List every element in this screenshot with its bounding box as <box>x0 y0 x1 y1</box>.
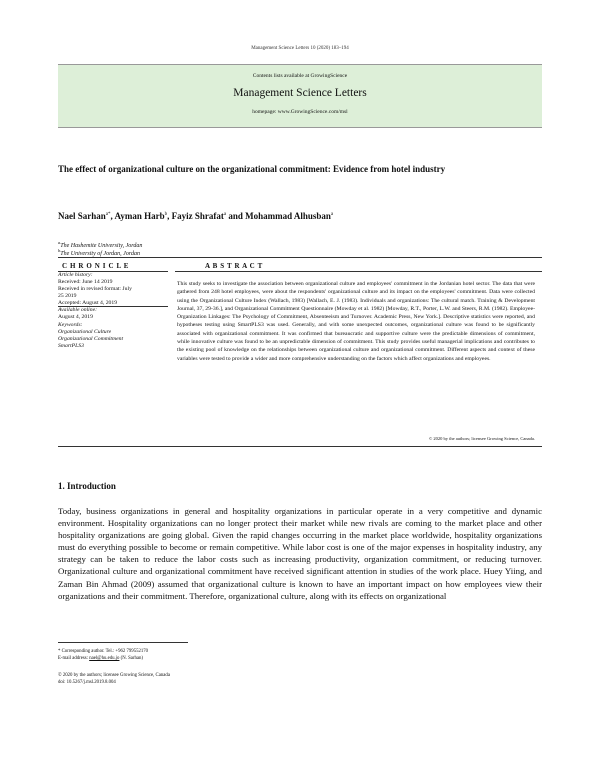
author-name: Nael Sarhan <box>58 211 106 221</box>
running-head: Management Science Letters 10 (2020) 183–194 <box>251 46 349 51</box>
article-title: The effect of organizational culture on the organizational commitment: Evidence from hotel industry <box>58 164 446 174</box>
journal-header-box <box>58 64 542 128</box>
author-sup: a <box>223 212 227 217</box>
keyword: Organizational Commitment <box>58 336 124 342</box>
abstract-heading: A B S T R A C T <box>205 262 263 270</box>
divider <box>58 446 542 447</box>
section-heading: 1. Introduction <box>58 481 116 491</box>
affiliation: $^b$The University of Jordan, Jordan <box>58 248 140 257</box>
footnote-divider <box>58 642 188 643</box>
chronicle-heading: C H R O N I C L E <box>62 262 129 270</box>
divider <box>58 257 542 258</box>
intro-body: Today, business organizations in general and hospitality organizations in particular operate in a very competitive and dynamic environment. Hospitality organizations can no longer protect their market while new rivals are coming to the market place and other hospitality organizations are going global. Given the rapid changes occurring in the market place worldwide, hospitality organizations must do everything possible to become or remain competitive. While labor cost is one of the major expenses in hospitality industry, any strategy can be taken to reduce the labor costs such as increasing productivity, organization commitment, or reducing turnover. Organizational culture and organizational commitment have received significant attention in studies of the work place. Huey Yiing, and Zaman Bin Ahmad (2009) assumed that organizational culture is known to have an important impact on how employees view their organizations and their commitment. Therefore, organizational culture, along with its effects on organizational <box>58 506 542 601</box>
footnote: * Corresponding author. Tel.: +962 799552170 E-mail address: nael@hu.edu.jo (N. Sarhan) <box>58 649 149 661</box>
doi[interactable]: doi: 10.5267/j.msl.2019.8.004 <box>58 679 116 685</box>
article-history: Article history: Received: June 14 2019 Received in revised format: July 25 2019 Accepted: August 4, 2019 Available online: August 4, 2019 Keywords: Organizational Culture Organizational Commitment SmartPLS3 <box>58 272 165 350</box>
keywords-label: Keywords: <box>58 322 83 328</box>
page-footer: © 2020 by the authors; licensee Growing Science, Canada doi: 10.5267/j.msl.2019.8.004 <box>58 673 170 685</box>
abstract-copyright: © 2020 by the authors; licensee Growing Science, Canada. <box>428 436 535 441</box>
availability-line: Contents lists available at GrowingScience <box>252 73 348 79</box>
keyword: Organizational Culture <box>58 329 112 335</box>
abstract-text: This study seeks to investigate the association between organizational culture and employees' commitment in the Jordanian hotel sector. The data that were gathered from 248 hotel employees, were about the respondents' organizational culture and its impact on the employees' commitment. Data were collected using the Organizational Culture Index (Wallach, 1983) [Wallach, E. J. (1983). Individuals and organizations: The cultural match. Training & Development Journal, 37, 29-36.], and Organizational Commitment Questionnaire (Mowday et al. 1982) [Mowday, R.T., Porter, L.W. and Steers, R.M. (1982). Employee-Organization Linkages: The Psychology of Commitment, Absenteeism and Turnover. Academic Press, New York.]. Descriptive statistics were reported, and hypotheses testing using SmartPLS3 was used. Generally, and with some unexpected outcomes, organizational culture was found to be significantly associated with organizational commitment. It was confirmed that bureaucratic and supportive culture were the predictable dimensions of commitment, while innovative culture was found to be an unpredictable dimension of commitment. This study provides useful managerial implications and contributes to the existing pool of knowledge on the relationships between organizational culture and organizational commitment. Different aspects and context of these variables were tested to provide a wider and more comprehensive understanding on the factors which affect organizations and employees. <box>177 281 535 362</box>
journal-title: Management Science Letters <box>233 87 367 99</box>
keyword: SmartPLS3 <box>58 343 84 349</box>
author-sup: b <box>164 212 168 217</box>
author-name: Ayman Harb <box>114 211 165 221</box>
journal-homepage[interactable]: homepage: www.GrowingScience.com/msl <box>252 109 348 115</box>
email-link[interactable]: nael@hu.edu.jo <box>89 656 120 661</box>
affiliation: $^a$The Hashemite University, Jordan <box>58 240 143 249</box>
divider <box>175 271 542 272</box>
author-sup: a <box>330 212 334 217</box>
author-name: Fayiz Shrafat <box>171 211 224 221</box>
author-list: Nael Sarhan$^{a*}$, Ayman Harb$^b$, Fayiz Shrafat$^a$ and Mohammad Alhusban$^a$ <box>58 211 334 221</box>
author-sup: a* <box>105 212 111 217</box>
author-name: Mohammad Alhusban <box>245 211 331 221</box>
